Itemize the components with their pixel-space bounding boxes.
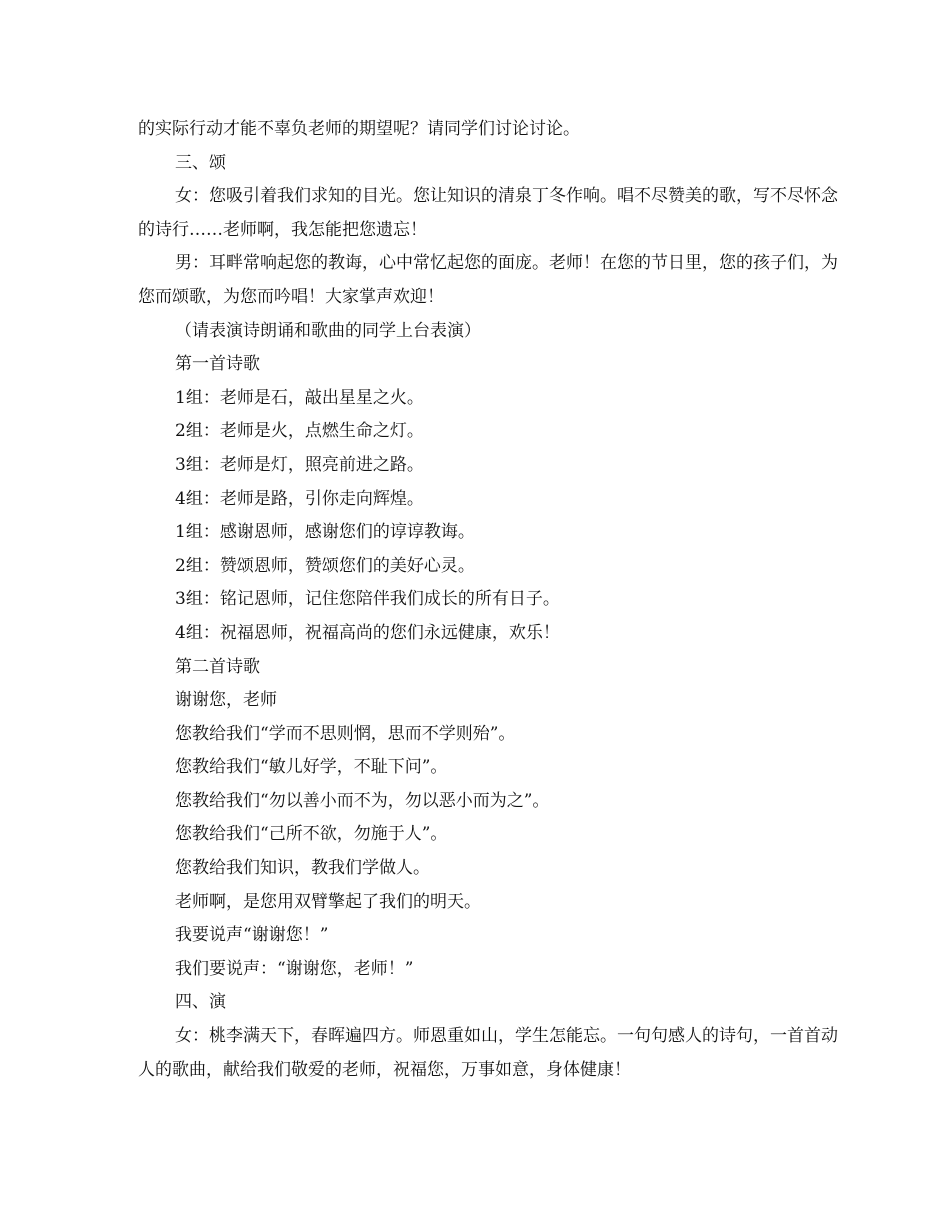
poem-line: 您教给我们“己所不欲，勿施于人”。 <box>175 824 448 845</box>
paragraph: 的实际行动才能不辜负老师的期望呢？请同学们讨论讨论。 <box>138 119 580 139</box>
poem-line: 1组：老师是石，敲出星星之火。 <box>175 387 424 408</box>
poem-title: 第一首诗歌 <box>175 354 260 375</box>
poem-line: 您教给我们“勿以善小而不为，勿以恶小而为之”。 <box>175 790 550 811</box>
section-heading: 四、演 <box>175 992 226 1013</box>
document-body <box>138 113 838 1087</box>
poem-line: 我要说声“谢谢您！” <box>175 925 329 946</box>
poem-line: 3组：老师是灯，照亮前进之路。 <box>175 454 424 475</box>
paragraph: 女：桃李满天下，春晖遍四方。师恩重如山，学生怎能忘。一句句感人的诗句，一首首动人的歌曲，献给我们敬爱的老师，祝福您，万事如意，身体健康！ <box>138 1026 838 1080</box>
poem-line: 您教给我们“敏儿好学，不耻下问”。 <box>175 757 448 778</box>
stage-direction: （请表演诗朗诵和歌曲的同学上台表演） <box>175 320 481 341</box>
poem-line: 谢谢您，老师 <box>175 690 277 711</box>
poem-line: 1组：感谢恩师，感谢您们的谆谆教诲。 <box>175 522 475 543</box>
poem-line: 您教给我们知识，教我们学做人。 <box>175 858 430 879</box>
poem-line: 2组：老师是火，点燃生命之灯。 <box>175 421 424 442</box>
poem-line: 4组：祝福恩师，祝福高尚的您们永远健康，欢乐！ <box>175 622 560 643</box>
poem-line: 4组：老师是路，引你走向辉煌。 <box>175 488 424 509</box>
poem-line: 2组：赞颂恩师，赞颂您们的美好心灵。 <box>175 555 475 576</box>
poem-line: 您教给我们“学而不思则惘，思而不学则殆”。 <box>175 723 516 744</box>
section-heading: 三、颂 <box>175 152 226 173</box>
poem-line: 我们要说声：“谢谢您，老师！” <box>175 958 414 979</box>
poem-title: 第二首诗歌 <box>175 656 260 677</box>
paragraph: 女：您吸引着我们求知的目光。您让知识的清泉丁冬作响。唱不尽赞美的歌，写不尽怀念的诗行……老师啊，我怎能把您遗忘！ <box>138 186 838 240</box>
paragraph: 男：耳畔常响起您的教诲，心中常忆起您的面庞。老师！在您的节日里，您的孩子们，为您而颂歌，为您而吟唱！大家掌声欢迎！ <box>138 253 838 307</box>
poem-line: 3组：铭记恩师，记住您陪伴我们成长的所有日子。 <box>175 589 560 610</box>
poem-line: 老师啊，是您用双臂擎起了我们的明天。 <box>175 891 481 912</box>
